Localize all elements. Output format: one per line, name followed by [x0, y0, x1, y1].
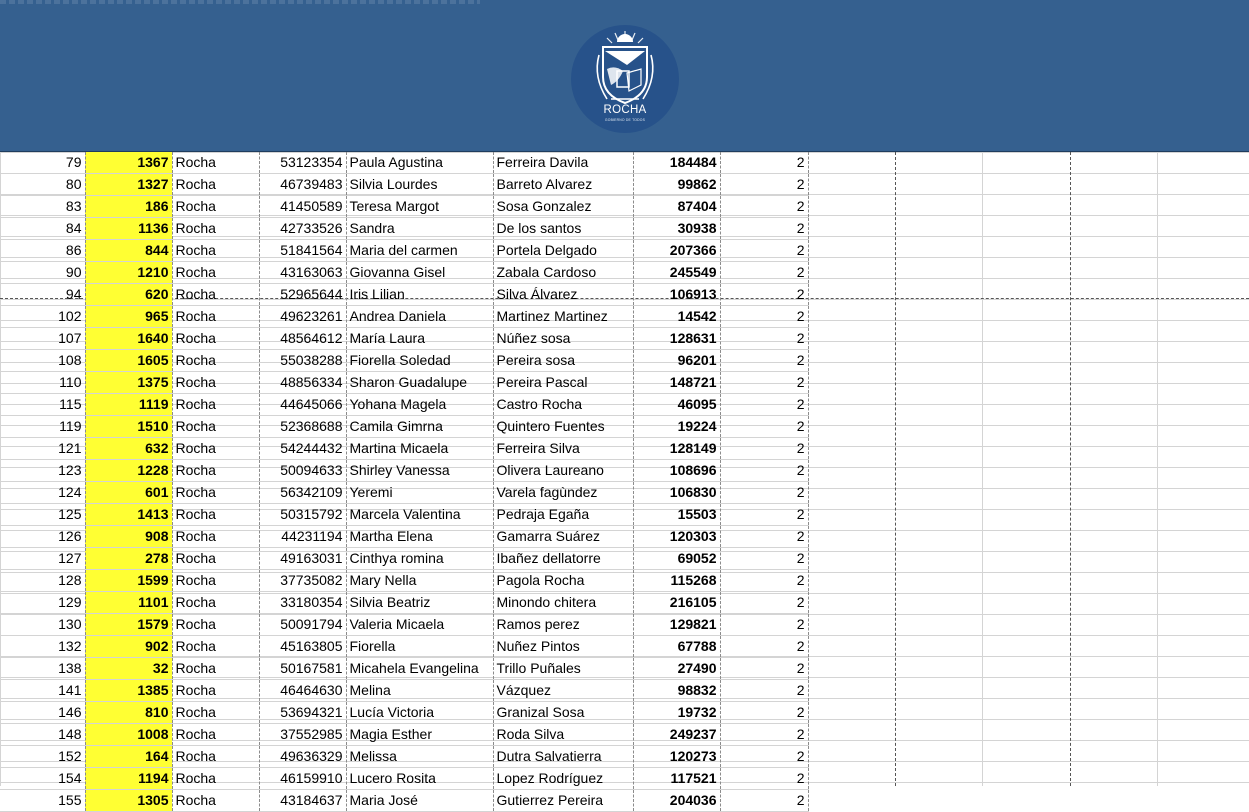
table-row: [0, 724, 808, 746]
first-name-cell[interactable]: Fiorella Soledad: [346, 350, 493, 372]
city-cell[interactable]: Rocha: [172, 614, 259, 636]
header-banner: [0, 0, 1249, 152]
code-cell[interactable]: 1413: [85, 504, 172, 526]
row-number-cell[interactable]: 80: [0, 174, 85, 196]
row-number-cell[interactable]: 138: [0, 658, 85, 680]
id-number-cell[interactable]: 46159910: [259, 768, 346, 790]
score-cell[interactable]: 19732: [633, 702, 720, 724]
last-name-cell[interactable]: Núñez sosa: [493, 328, 633, 350]
last-name-cell[interactable]: Vázquez: [493, 680, 633, 702]
page-break-vertical: [1070, 152, 1071, 786]
value-cell[interactable]: 2: [720, 416, 808, 438]
value-cell[interactable]: 2: [720, 218, 808, 240]
row-number-cell[interactable]: 110: [0, 372, 85, 394]
city-cell[interactable]: Rocha: [172, 174, 259, 196]
id-number-cell[interactable]: 48564612: [259, 328, 346, 350]
score-cell[interactable]: 128149: [633, 438, 720, 460]
score-cell[interactable]: 204036: [633, 790, 720, 812]
value-cell[interactable]: 2: [720, 240, 808, 262]
table-row: [0, 218, 808, 240]
first-name-cell[interactable]: Cinthya romina: [346, 548, 493, 570]
first-name-cell[interactable]: Martha Elena: [346, 526, 493, 548]
id-number-cell[interactable]: 53123354: [259, 152, 346, 174]
value-cell[interactable]: 2: [720, 658, 808, 680]
gridline: [1157, 152, 1158, 786]
last-name-cell[interactable]: Minondo chitera: [493, 592, 633, 614]
score-cell[interactable]: 67788: [633, 636, 720, 658]
city-cell[interactable]: Rocha: [172, 768, 259, 790]
first-name-cell[interactable]: Yohana Magela: [346, 394, 493, 416]
last-name-cell[interactable]: Portela Delgado: [493, 240, 633, 262]
table-row: [0, 746, 808, 768]
row-number-cell[interactable]: 119: [0, 416, 85, 438]
value-cell[interactable]: 2: [720, 636, 808, 658]
last-name-cell[interactable]: Gutierrez Pereira: [493, 790, 633, 812]
id-number-cell[interactable]: 33180354: [259, 592, 346, 614]
code-cell[interactable]: 902: [85, 636, 172, 658]
last-name-cell[interactable]: Ramos perez: [493, 614, 633, 636]
score-cell[interactable]: 15503: [633, 504, 720, 526]
table-row: [0, 790, 808, 812]
value-cell[interactable]: 2: [720, 790, 808, 812]
id-number-cell[interactable]: 43184637: [259, 790, 346, 812]
last-name-cell[interactable]: Martinez Martinez: [493, 306, 633, 328]
code-cell[interactable]: 908: [85, 526, 172, 548]
table-row: [0, 350, 808, 372]
last-name-cell[interactable]: Dutra Salvatierra: [493, 746, 633, 768]
first-name-cell[interactable]: Paula Agustina: [346, 152, 493, 174]
id-number-cell[interactable]: 54244432: [259, 438, 346, 460]
city-cell[interactable]: Rocha: [172, 394, 259, 416]
code-cell[interactable]: 620: [85, 284, 172, 306]
table-row: [0, 240, 808, 262]
city-cell[interactable]: Rocha: [172, 482, 259, 504]
id-number-cell[interactable]: 50091794: [259, 614, 346, 636]
table-row: [0, 438, 808, 460]
first-name-cell[interactable]: Andrea Daniela: [346, 306, 493, 328]
table-row: [0, 658, 808, 680]
code-cell[interactable]: 1101: [85, 592, 172, 614]
score-cell[interactable]: 245549: [633, 262, 720, 284]
first-name-cell[interactable]: Martina Micaela: [346, 438, 493, 460]
id-number-cell[interactable]: 37552985: [259, 724, 346, 746]
code-cell[interactable]: 1210: [85, 262, 172, 284]
score-cell[interactable]: 98832: [633, 680, 720, 702]
score-cell[interactable]: 106830: [633, 482, 720, 504]
first-name-cell[interactable]: Yeremi: [346, 482, 493, 504]
row-number-cell[interactable]: 141: [0, 680, 85, 702]
score-cell[interactable]: 120273: [633, 746, 720, 768]
table-row: [0, 460, 808, 482]
code-cell[interactable]: 1599: [85, 570, 172, 592]
last-name-cell[interactable]: Olivera Laureano: [493, 460, 633, 482]
last-name-cell[interactable]: Ferreira Silva: [493, 438, 633, 460]
city-cell[interactable]: Rocha: [172, 724, 259, 746]
last-name-cell[interactable]: Pedraja Egaña: [493, 504, 633, 526]
table-row: [0, 482, 808, 504]
value-cell[interactable]: 2: [720, 504, 808, 526]
id-number-cell[interactable]: 42733526: [259, 218, 346, 240]
id-number-cell[interactable]: 50094633: [259, 460, 346, 482]
row-number-cell[interactable]: 124: [0, 482, 85, 504]
last-name-cell[interactable]: Pereira Pascal: [493, 372, 633, 394]
table-row: [0, 152, 808, 174]
row-number-cell[interactable]: 155: [0, 790, 85, 812]
id-number-cell[interactable]: 49623261: [259, 306, 346, 328]
value-cell[interactable]: 2: [720, 570, 808, 592]
value-cell[interactable]: 2: [720, 174, 808, 196]
code-cell[interactable]: 1510: [85, 416, 172, 438]
value-cell[interactable]: 2: [720, 328, 808, 350]
city-cell[interactable]: Rocha: [172, 372, 259, 394]
first-name-cell[interactable]: Camila Gimrna: [346, 416, 493, 438]
row-number-cell[interactable]: 152: [0, 746, 85, 768]
code-cell[interactable]: 164: [85, 746, 172, 768]
table-row: [0, 636, 808, 658]
value-cell[interactable]: 2: [720, 768, 808, 790]
first-name-cell[interactable]: Teresa Margot: [346, 196, 493, 218]
table-row: [0, 592, 808, 614]
city-cell[interactable]: Rocha: [172, 416, 259, 438]
value-cell[interactable]: 2: [720, 350, 808, 372]
last-name-cell[interactable]: Lopez Rodríguez: [493, 768, 633, 790]
city-cell[interactable]: Rocha: [172, 306, 259, 328]
table-row: [0, 306, 808, 328]
value-cell[interactable]: 2: [720, 702, 808, 724]
score-cell[interactable]: 106913: [633, 284, 720, 306]
row-number-cell[interactable]: 154: [0, 768, 85, 790]
score-cell[interactable]: 27490: [633, 658, 720, 680]
first-name-cell[interactable]: Marcela Valentina: [346, 504, 493, 526]
id-number-cell[interactable]: 48856334: [259, 372, 346, 394]
table-row: [0, 702, 808, 724]
code-cell[interactable]: 1385: [85, 680, 172, 702]
table-row: [0, 614, 808, 636]
city-cell[interactable]: Rocha: [172, 746, 259, 768]
logo-tagline: GOBIERNO DE TODOS: [604, 118, 646, 122]
first-name-cell[interactable]: Lucía Victoria: [346, 702, 493, 724]
score-cell[interactable]: 14542: [633, 306, 720, 328]
score-cell[interactable]: 19224: [633, 416, 720, 438]
id-number-cell[interactable]: 46464630: [259, 680, 346, 702]
row-number-cell[interactable]: 146: [0, 702, 85, 724]
last-name-cell[interactable]: Pagola Rocha: [493, 570, 633, 592]
code-cell[interactable]: 810: [85, 702, 172, 724]
table-row: [0, 372, 808, 394]
city-cell[interactable]: Rocha: [172, 284, 259, 306]
last-name-cell[interactable]: Castro Rocha: [493, 394, 633, 416]
row-number-cell[interactable]: 125: [0, 504, 85, 526]
score-cell[interactable]: 249237: [633, 724, 720, 746]
id-number-cell[interactable]: 52965644: [259, 284, 346, 306]
last-name-cell[interactable]: Roda Silva: [493, 724, 633, 746]
row-number-cell[interactable]: 127: [0, 548, 85, 570]
city-cell[interactable]: Rocha: [172, 592, 259, 614]
table-row: [0, 570, 808, 592]
score-cell[interactable]: 99862: [633, 174, 720, 196]
value-cell[interactable]: 2: [720, 592, 808, 614]
first-name-cell[interactable]: Valeria Micaela: [346, 614, 493, 636]
city-cell[interactable]: Rocha: [172, 438, 259, 460]
city-cell[interactable]: Rocha: [172, 790, 259, 812]
code-cell[interactable]: 1367: [85, 152, 172, 174]
code-cell[interactable]: 1305: [85, 790, 172, 812]
first-name-cell[interactable]: Maria José: [346, 790, 493, 812]
score-cell[interactable]: 207366: [633, 240, 720, 262]
table-row: [0, 328, 808, 350]
first-name-cell[interactable]: Silvia Lourdes: [346, 174, 493, 196]
score-cell[interactable]: 115268: [633, 570, 720, 592]
last-name-cell[interactable]: Ferreira Davila: [493, 152, 633, 174]
value-cell[interactable]: 2: [720, 152, 808, 174]
id-number-cell[interactable]: 44645066: [259, 394, 346, 416]
table-row: [0, 262, 808, 284]
row-number-cell[interactable]: 94: [0, 284, 85, 306]
code-cell[interactable]: 1579: [85, 614, 172, 636]
table-row: [0, 548, 808, 570]
table-row: [0, 768, 808, 790]
first-name-cell[interactable]: Sharon Guadalupe: [346, 372, 493, 394]
score-cell[interactable]: 46095: [633, 394, 720, 416]
row-number-cell[interactable]: 84: [0, 218, 85, 240]
city-cell[interactable]: Rocha: [172, 262, 259, 284]
table-row: [0, 416, 808, 438]
banner-top-strip: [0, 0, 480, 4]
row-number-cell[interactable]: 115: [0, 394, 85, 416]
row-number-cell[interactable]: 123: [0, 460, 85, 482]
score-cell[interactable]: 216105: [633, 592, 720, 614]
score-cell[interactable]: 120303: [633, 526, 720, 548]
city-cell[interactable]: Rocha: [172, 680, 259, 702]
code-cell[interactable]: 601: [85, 482, 172, 504]
id-number-cell[interactable]: 56342109: [259, 482, 346, 504]
data-table: [0, 152, 809, 812]
rocha-logo: [571, 25, 679, 133]
first-name-cell[interactable]: Shirley Vanessa: [346, 460, 493, 482]
value-cell[interactable]: 2: [720, 482, 808, 504]
city-cell[interactable]: Rocha: [172, 152, 259, 174]
table-row: [0, 174, 808, 196]
gridline: [895, 152, 896, 786]
id-number-cell[interactable]: 46739483: [259, 174, 346, 196]
table-row: [0, 284, 808, 306]
table-row: [0, 526, 808, 548]
id-number-cell[interactable]: 50315792: [259, 504, 346, 526]
first-name-cell[interactable]: Silvia Beatriz: [346, 592, 493, 614]
city-cell[interactable]: Rocha: [172, 702, 259, 724]
city-cell[interactable]: Rocha: [172, 218, 259, 240]
code-cell[interactable]: 32: [85, 658, 172, 680]
city-cell[interactable]: Rocha: [172, 658, 259, 680]
id-number-cell[interactable]: 53694321: [259, 702, 346, 724]
city-cell[interactable]: Rocha: [172, 460, 259, 482]
id-number-cell[interactable]: 49163031: [259, 548, 346, 570]
row-number-cell[interactable]: 130: [0, 614, 85, 636]
first-name-cell[interactable]: Melina: [346, 680, 493, 702]
score-cell[interactable]: 148721: [633, 372, 720, 394]
first-name-cell[interactable]: Iris Lilian: [346, 284, 493, 306]
city-cell[interactable]: Rocha: [172, 504, 259, 526]
city-cell[interactable]: Rocha: [172, 240, 259, 262]
code-cell[interactable]: 1194: [85, 768, 172, 790]
first-name-cell[interactable]: Maria del carmen: [346, 240, 493, 262]
id-number-cell[interactable]: 52368688: [259, 416, 346, 438]
last-name-cell[interactable]: Barreto Alvarez: [493, 174, 633, 196]
code-cell[interactable]: 186: [85, 196, 172, 218]
value-cell[interactable]: 2: [720, 746, 808, 768]
value-cell[interactable]: 2: [720, 196, 808, 218]
table-row: [0, 504, 808, 526]
value-cell[interactable]: 2: [720, 724, 808, 746]
last-name-cell[interactable]: Varela fagùndez: [493, 482, 633, 504]
city-cell[interactable]: Rocha: [172, 636, 259, 658]
last-name-cell[interactable]: Pereira sosa: [493, 350, 633, 372]
id-number-cell[interactable]: 51841564: [259, 240, 346, 262]
row-number-cell[interactable]: 108: [0, 350, 85, 372]
value-cell[interactable]: 2: [720, 394, 808, 416]
first-name-cell[interactable]: Fiorella: [346, 636, 493, 658]
row-number-cell[interactable]: 132: [0, 636, 85, 658]
value-cell[interactable]: 2: [720, 306, 808, 328]
score-cell[interactable]: 87404: [633, 196, 720, 218]
value-cell[interactable]: 2: [720, 526, 808, 548]
value-cell[interactable]: 2: [720, 372, 808, 394]
last-name-cell[interactable]: Silva Álvarez: [493, 284, 633, 306]
city-cell[interactable]: Rocha: [172, 350, 259, 372]
first-name-cell[interactable]: Giovanna Gisel: [346, 262, 493, 284]
first-name-cell[interactable]: Mary Nella: [346, 570, 493, 592]
city-cell[interactable]: Rocha: [172, 570, 259, 592]
id-number-cell[interactable]: 49636329: [259, 746, 346, 768]
code-cell[interactable]: 1375: [85, 372, 172, 394]
code-cell[interactable]: 1228: [85, 460, 172, 482]
score-cell[interactable]: 129821: [633, 614, 720, 636]
rocha-coat-of-arms-icon: [571, 25, 679, 133]
code-cell[interactable]: 1008: [85, 724, 172, 746]
row-number-cell[interactable]: 121: [0, 438, 85, 460]
code-cell[interactable]: 1119: [85, 394, 172, 416]
last-name-cell[interactable]: Trillo Puñales: [493, 658, 633, 680]
score-cell[interactable]: 184484: [633, 152, 720, 174]
id-number-cell[interactable]: 37735082: [259, 570, 346, 592]
logo-name: ROCHA: [603, 104, 647, 116]
table-row: [0, 680, 808, 702]
id-number-cell[interactable]: 41450589: [259, 196, 346, 218]
last-name-cell[interactable]: De los santos: [493, 218, 633, 240]
first-name-cell[interactable]: Micahela Evangelina: [346, 658, 493, 680]
id-number-cell[interactable]: 45163805: [259, 636, 346, 658]
row-number-cell[interactable]: 126: [0, 526, 85, 548]
last-name-cell[interactable]: Granizal Sosa: [493, 702, 633, 724]
value-cell[interactable]: 2: [720, 680, 808, 702]
value-cell[interactable]: 2: [720, 284, 808, 306]
last-name-cell[interactable]: Nuñez Pintos: [493, 636, 633, 658]
city-cell[interactable]: Rocha: [172, 548, 259, 570]
table-row: [0, 196, 808, 218]
last-name-cell[interactable]: Quintero Fuentes: [493, 416, 633, 438]
score-cell[interactable]: 128631: [633, 328, 720, 350]
code-cell[interactable]: 965: [85, 306, 172, 328]
code-cell[interactable]: 278: [85, 548, 172, 570]
row-number-cell[interactable]: 90: [0, 262, 85, 284]
spreadsheet-grid[interactable]: [0, 152, 1249, 808]
code-cell[interactable]: 1327: [85, 174, 172, 196]
first-name-cell[interactable]: Sandra: [346, 218, 493, 240]
row-number-cell[interactable]: 102: [0, 306, 85, 328]
row-number-cell[interactable]: 79: [0, 152, 85, 174]
first-name-cell[interactable]: Melissa: [346, 746, 493, 768]
id-number-cell[interactable]: 50167581: [259, 658, 346, 680]
row-number-cell[interactable]: 148: [0, 724, 85, 746]
code-cell[interactable]: 1640: [85, 328, 172, 350]
code-cell[interactable]: 1605: [85, 350, 172, 372]
first-name-cell[interactable]: Lucero Rosita: [346, 768, 493, 790]
score-cell[interactable]: 30938: [633, 218, 720, 240]
row-number-cell[interactable]: 128: [0, 570, 85, 592]
value-cell[interactable]: 2: [720, 460, 808, 482]
first-name-cell[interactable]: María Laura: [346, 328, 493, 350]
first-name-cell[interactable]: Magia Esther: [346, 724, 493, 746]
id-number-cell[interactable]: 44231194: [259, 526, 346, 548]
value-cell[interactable]: 2: [720, 262, 808, 284]
score-cell[interactable]: 117521: [633, 768, 720, 790]
code-cell[interactable]: 632: [85, 438, 172, 460]
score-cell[interactable]: 69052: [633, 548, 720, 570]
last-name-cell[interactable]: Sosa Gonzalez: [493, 196, 633, 218]
id-number-cell[interactable]: 55038288: [259, 350, 346, 372]
code-cell[interactable]: 844: [85, 240, 172, 262]
row-number-cell[interactable]: 83: [0, 196, 85, 218]
row-number-cell[interactable]: 107: [0, 328, 85, 350]
row-number-cell[interactable]: 129: [0, 592, 85, 614]
last-name-cell[interactable]: Ibañez dellatorre: [493, 548, 633, 570]
value-cell[interactable]: 2: [720, 614, 808, 636]
score-cell[interactable]: 96201: [633, 350, 720, 372]
city-cell[interactable]: Rocha: [172, 328, 259, 350]
score-cell[interactable]: 108696: [633, 460, 720, 482]
value-cell[interactable]: 2: [720, 548, 808, 570]
table-row: [0, 394, 808, 416]
gridline: [982, 152, 983, 786]
value-cell[interactable]: 2: [720, 438, 808, 460]
code-cell[interactable]: 1136: [85, 218, 172, 240]
city-cell[interactable]: Rocha: [172, 526, 259, 548]
row-number-cell[interactable]: 86: [0, 240, 85, 262]
last-name-cell[interactable]: Zabala Cardoso: [493, 262, 633, 284]
last-name-cell[interactable]: Gamarra Suárez: [493, 526, 633, 548]
id-number-cell[interactable]: 43163063: [259, 262, 346, 284]
city-cell[interactable]: Rocha: [172, 196, 259, 218]
